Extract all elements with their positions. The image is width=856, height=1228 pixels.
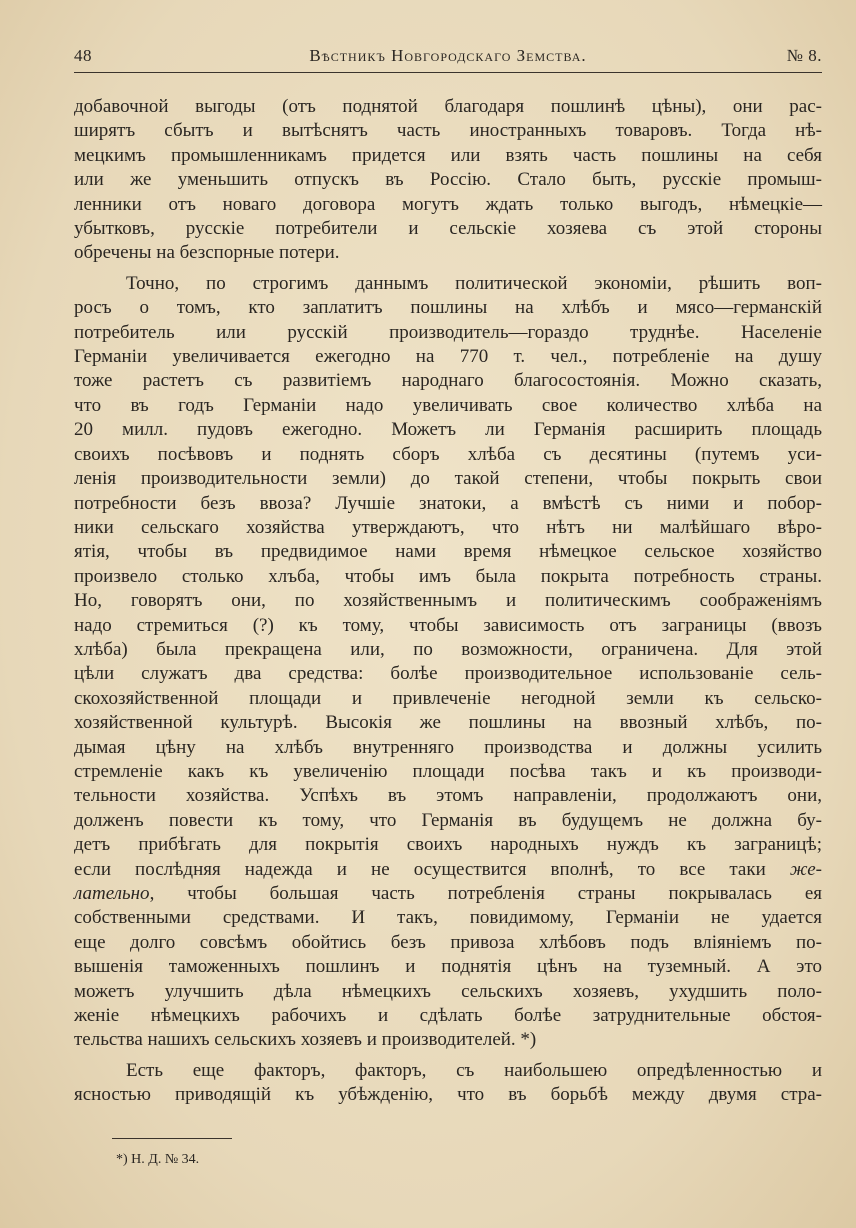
text-line: или же уменьшить отпускъ въ Россію. Стало быть, русскіе промыш-	[74, 169, 822, 191]
text-line: дымая цѣну на хлѣбъ внутренняго производства и должны усилить	[74, 736, 822, 758]
text-line: Есть еще факторъ, факторъ, съ наибольшею опредѣленностью и	[126, 1059, 822, 1081]
text-line: мецкимъ промышленникамъ придется или взять часть пошлины на себя	[74, 144, 822, 166]
text-line: Германіи увеличивается ежегодно на 770 т. чел., потребленіе на душу	[74, 346, 822, 368]
text-line: детъ прибѣгать для покрытія своихъ народныхъ нуждъ къ заграницѣ;	[74, 834, 822, 856]
text-line: добавочной выгоды (отъ поднятой благодаря пошлинѣ цѣны), они рас-	[74, 96, 822, 117]
text-line: собственными средствами. И такъ, повидимому, Германіи не удается	[74, 907, 822, 929]
header-rule	[74, 72, 822, 73]
text-line: ятія, чтобы въ предвидимое нами время нѣмецкое сельское хозяйство	[74, 541, 822, 563]
text-line: надо стремиться (?) къ тому, чтобы зависимость отъ заграницы (ввозъ	[74, 614, 822, 636]
text-line: потребитель или русскій производитель—гораздо труднѣе. Населеніе	[74, 321, 822, 343]
text-line: хлѣба) была прекращена или, по возможности, ограничена. Для этой	[74, 638, 822, 660]
text-line: если послѣдняя надежда и не осуществится вполнѣ, то все таки же-	[74, 858, 822, 880]
footnote-rule	[112, 1138, 232, 1139]
text-line: тельства нашихъ сельскихъ хозяевъ и производителей. *)	[74, 1029, 537, 1051]
text-line: хозяйственной культурѣ. Высокія же пошлины на ввозный хлѣбъ, по-	[74, 712, 822, 734]
text-line: что въ годъ Германіи надо увеличивать свое количество хлѣба на	[74, 394, 822, 416]
page-number: 48	[74, 46, 92, 65]
article-body	[74, 95, 822, 1108]
text-line: ленія производительности земли) до такой степени, чтобы покрыть свои	[74, 468, 822, 490]
text-line: можетъ улучшить дѣла нѣмецкихъ сельскихъ хозяевъ, ухудшить поло-	[74, 980, 822, 1002]
issue-number: № 8.	[786, 46, 822, 65]
text-line: вышенія таможенныхъ пошлинъ и поднятія цѣнъ на туземный. А это	[74, 956, 822, 978]
text-line: 20 милл. пудовъ ежегодно. Можетъ ли Германія расширить площадь	[74, 419, 822, 441]
text-line: Точно, по строгимъ даннымъ политической экономіи, рѣшить воп-	[126, 272, 822, 294]
text-line: еще долго совсѣмъ обойтись безъ привоза хлѣбовъ подъ вліяніемъ по-	[74, 931, 822, 953]
footnote: *) Н. Д. № 34.	[116, 1152, 200, 1167]
text-line: скохозяйственной площади и привлеченіе негодной земли къ сельско-	[74, 687, 822, 709]
text-line: цѣли служатъ два средства: болѣе производительное использованіе сель-	[74, 663, 822, 685]
text-line: лательно, чтобы большая часть потребленія страны покрывалась ея	[74, 883, 822, 904]
text-line: тоже растетъ съ развитіемъ народнаго благосостоянія. Можно сказать,	[74, 370, 822, 392]
paragraph	[74, 1059, 822, 1108]
text-line: женіе нѣмецкихъ рабочихъ и сдѣлать болѣе затруднительные обстоя-	[74, 1005, 822, 1027]
text-line: потребности безъ ввоза? Лучшіе знатоки, а вмѣстѣ съ ними и побор-	[74, 492, 822, 514]
paragraph	[74, 272, 822, 1053]
text-line: ширятъ сбытъ и вытѣснятъ часть иностранныхъ товаровъ. Тогда нѣ-	[74, 120, 822, 142]
text-line: произвело столько хлъба, чтобы имъ была покрыта потребность страны.	[74, 565, 822, 587]
text-line: ленники отъ новаго договора могутъ ждать только выгодъ, нѣмецкіе—	[74, 193, 822, 215]
text-line: своихъ посѣвовъ и поднять сборъ хлѣба съ десятины (путемъ уси-	[74, 443, 822, 465]
text-line: убытковъ, русскіе потребители и сельскіе хозяева съ этой стороны	[74, 218, 822, 240]
text-line: росъ о томъ, кто заплатитъ пошлины на хлѣбъ и мясо—германскій	[74, 297, 822, 319]
text-line: стремленіе какъ къ увеличенію площади посѣва такъ и къ производи-	[74, 760, 822, 782]
text-line: Но, говорятъ они, по хозяйственнымъ и политическимъ соображеніямъ	[74, 590, 822, 612]
text-line: обречены на безспорные потери.	[74, 242, 340, 264]
text-line: долженъ повести къ тому, что Германія въ будущемъ не должна бу-	[74, 809, 822, 831]
journal-title: Вѣстникъ Новгородскаго Земства.	[309, 46, 587, 65]
text-line: ники сельскаго хозяйства утверждаютъ, что нѣтъ ни малѣйшаго вѣро-	[74, 516, 822, 538]
running-header	[74, 46, 822, 72]
text-line: ясностью приводящій къ убѣжденію, что въ борьбѣ между двумя стра-	[74, 1084, 822, 1106]
paragraph	[74, 95, 822, 266]
text-line: тельности хозяйства. Успѣхъ въ этомъ направленіи, продолжаютъ они,	[74, 785, 822, 807]
